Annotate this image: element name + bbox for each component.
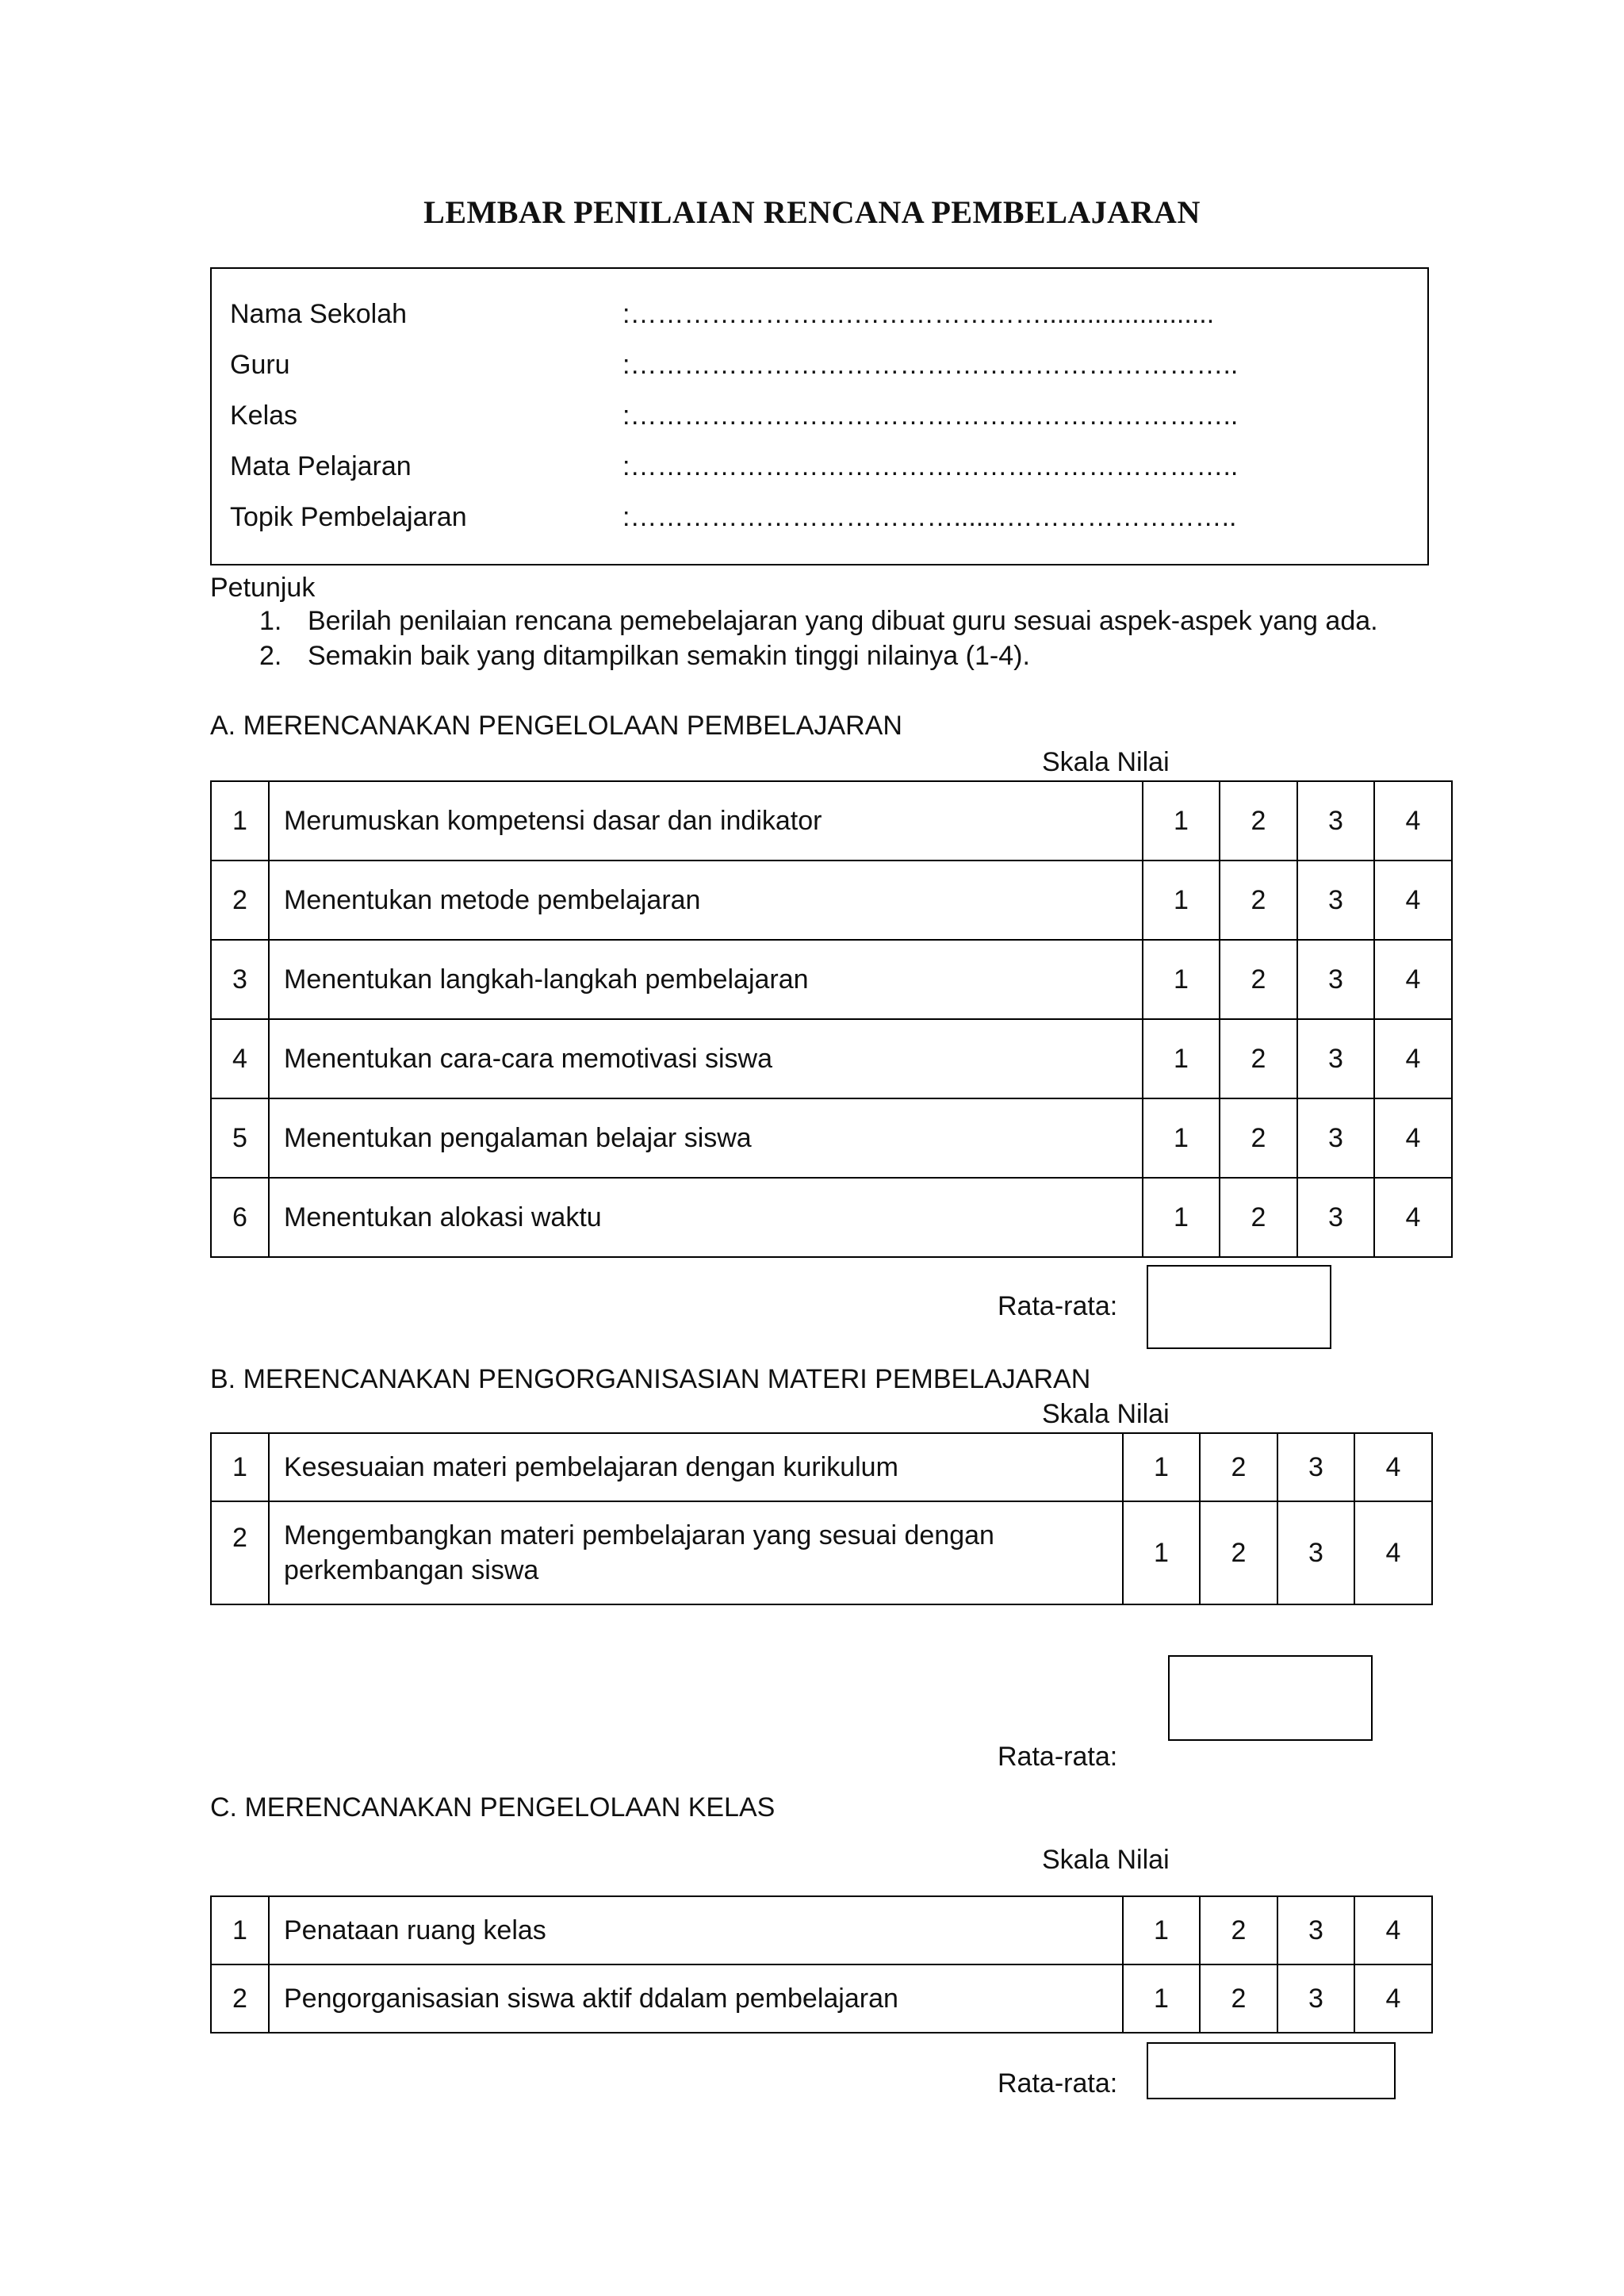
score-option-3[interactable]: 3 xyxy=(1297,1178,1374,1257)
row-number: 1 xyxy=(211,1896,269,1964)
instruction-text: Semakin baik yang ditampilkan semakin tinggi nilainya (1-4). xyxy=(308,641,1030,671)
score-option-4[interactable]: 4 xyxy=(1354,1896,1432,1964)
score-option-2[interactable]: 2 xyxy=(1200,1433,1277,1501)
criterion-text: Pengorganisasian siswa aktif ddalam pembelajaran xyxy=(269,1964,1123,2033)
section-a-table xyxy=(210,780,1453,1258)
table-row xyxy=(211,1433,1432,1501)
score-option-4[interactable]: 4 xyxy=(1354,1964,1432,2033)
section-c-average-input[interactable] xyxy=(1147,2042,1396,2099)
score-option-1[interactable]: 1 xyxy=(1143,861,1220,940)
field-label: Topik Pembelajaran xyxy=(230,502,467,532)
average-label: Rata-rata: xyxy=(998,1742,1118,1772)
table-row xyxy=(211,1098,1452,1178)
instruction-text: Berilah penilaian rencana pemebelajaran yang dibuat guru sesuai aspek-aspek yang ada. xyxy=(308,606,1378,636)
score-option-3[interactable]: 3 xyxy=(1277,1896,1354,1964)
score-option-2[interactable]: 2 xyxy=(1220,861,1297,940)
row-number: 2 xyxy=(211,861,269,940)
field-label: Nama Sekolah xyxy=(230,299,408,329)
score-option-3[interactable]: 3 xyxy=(1297,940,1374,1019)
criterion-text: Menentukan alokasi waktu xyxy=(269,1178,1143,1257)
kelas-input[interactable]: :………………………………………………………….. xyxy=(622,401,1239,431)
field-label: Mata Pelajaran xyxy=(230,451,412,481)
average-label: Rata-rata: xyxy=(998,1291,1118,1321)
row-number: 1 xyxy=(211,1433,269,1501)
score-option-2[interactable]: 2 xyxy=(1220,781,1297,861)
nama-sekolah-input[interactable]: :…………………….…………………....................... xyxy=(622,299,1215,329)
section-c-table xyxy=(210,1895,1433,2033)
score-option-2[interactable]: 2 xyxy=(1220,940,1297,1019)
instruction-number: 1. xyxy=(259,606,282,636)
row-number: 6 xyxy=(211,1178,269,1257)
field-label: Kelas xyxy=(230,401,298,431)
identity-box xyxy=(210,267,1429,565)
guru-input[interactable]: :………………………………………………………….. xyxy=(622,350,1239,380)
score-option-4[interactable]: 4 xyxy=(1374,1178,1452,1257)
section-a-title: A. MERENCANAKAN PENGELOLAAN PEMBELAJARAN xyxy=(210,711,902,741)
row-number: 4 xyxy=(211,1019,269,1098)
score-option-4[interactable]: 4 xyxy=(1374,861,1452,940)
score-option-1[interactable]: 1 xyxy=(1143,1178,1220,1257)
score-option-1[interactable]: 1 xyxy=(1143,940,1220,1019)
criterion-text: Menentukan metode pembelajaran xyxy=(269,861,1143,940)
score-option-4[interactable]: 4 xyxy=(1374,1019,1452,1098)
instructions-heading: Petunjuk xyxy=(210,573,316,603)
table-row xyxy=(211,781,1452,861)
page-title: LEMBAR PENILAIAN RENCANA PEMBELAJARAN xyxy=(423,194,1201,230)
score-option-2[interactable]: 2 xyxy=(1200,1501,1277,1604)
section-b-title: B. MERENCANAKAN PENGORGANISASIAN MATERI PEMBELAJARAN xyxy=(210,1364,1091,1394)
section-a-average-input[interactable] xyxy=(1147,1265,1331,1349)
table-row xyxy=(211,940,1452,1019)
table-row xyxy=(211,861,1452,940)
criterion-text: Merumuskan kompetensi dasar dan indikator xyxy=(269,781,1143,861)
score-option-1[interactable]: 1 xyxy=(1143,781,1220,861)
score-option-3[interactable]: 3 xyxy=(1297,781,1374,861)
score-option-4[interactable]: 4 xyxy=(1354,1433,1432,1501)
mata-pelajaran-input[interactable]: :………………………………………………………….. xyxy=(622,451,1239,481)
score-option-4[interactable]: 4 xyxy=(1354,1501,1432,1604)
score-option-2[interactable]: 2 xyxy=(1200,1964,1277,2033)
score-option-2[interactable]: 2 xyxy=(1220,1098,1297,1178)
scale-label: Skala Nilai xyxy=(1042,1845,1170,1875)
scale-label: Skala Nilai xyxy=(1042,747,1170,777)
row-number: 2 xyxy=(211,1501,269,1604)
field-label: Guru xyxy=(230,350,290,380)
table-row xyxy=(211,1178,1452,1257)
criterion-text: Penataan ruang kelas xyxy=(269,1896,1123,1964)
instruction-number: 2. xyxy=(259,641,282,671)
table-row xyxy=(211,1501,1432,1604)
score-option-1[interactable]: 1 xyxy=(1123,1501,1200,1604)
score-option-2[interactable]: 2 xyxy=(1220,1019,1297,1098)
row-number: 1 xyxy=(211,781,269,861)
section-c-title: C. MERENCANAKAN PENGELOLAAN KELAS xyxy=(210,1792,776,1823)
table-row xyxy=(211,1019,1452,1098)
score-option-1[interactable]: 1 xyxy=(1143,1019,1220,1098)
table-row xyxy=(211,1896,1432,1964)
score-option-1[interactable]: 1 xyxy=(1123,1964,1200,2033)
score-option-1[interactable]: 1 xyxy=(1123,1896,1200,1964)
criterion-text: Mengembangkan materi pembelajaran yang sesuai dengan perkembangan siswa xyxy=(269,1501,1123,1604)
criterion-text: Menentukan langkah-langkah pembelajaran xyxy=(269,940,1143,1019)
score-option-3[interactable]: 3 xyxy=(1297,1098,1374,1178)
average-label: Rata-rata: xyxy=(998,2068,1118,2099)
score-option-2[interactable]: 2 xyxy=(1200,1896,1277,1964)
section-b-table xyxy=(210,1432,1433,1605)
score-option-3[interactable]: 3 xyxy=(1277,1964,1354,2033)
criterion-text: Menentukan cara-cara memotivasi siswa xyxy=(269,1019,1143,1098)
row-number: 3 xyxy=(211,940,269,1019)
criterion-text: Menentukan pengalaman belajar siswa xyxy=(269,1098,1143,1178)
score-option-1[interactable]: 1 xyxy=(1123,1433,1200,1501)
score-option-1[interactable]: 1 xyxy=(1143,1098,1220,1178)
score-option-4[interactable]: 4 xyxy=(1374,940,1452,1019)
criterion-text: Kesesuaian materi pembelajaran dengan kurikulum xyxy=(269,1433,1123,1501)
score-option-4[interactable]: 4 xyxy=(1374,781,1452,861)
score-option-3[interactable]: 3 xyxy=(1297,861,1374,940)
section-b-average-input[interactable] xyxy=(1168,1655,1373,1741)
score-option-3[interactable]: 3 xyxy=(1277,1501,1354,1604)
score-option-3[interactable]: 3 xyxy=(1297,1019,1374,1098)
score-option-2[interactable]: 2 xyxy=(1220,1178,1297,1257)
row-number: 5 xyxy=(211,1098,269,1178)
score-option-3[interactable]: 3 xyxy=(1277,1433,1354,1501)
scale-label: Skala Nilai xyxy=(1042,1399,1170,1429)
score-option-4[interactable]: 4 xyxy=(1374,1098,1452,1178)
row-number: 2 xyxy=(211,1964,269,2033)
topik-pembelajaran-input[interactable]: :……………………………….......…………………….. xyxy=(622,502,1237,532)
table-row xyxy=(211,1964,1432,2033)
